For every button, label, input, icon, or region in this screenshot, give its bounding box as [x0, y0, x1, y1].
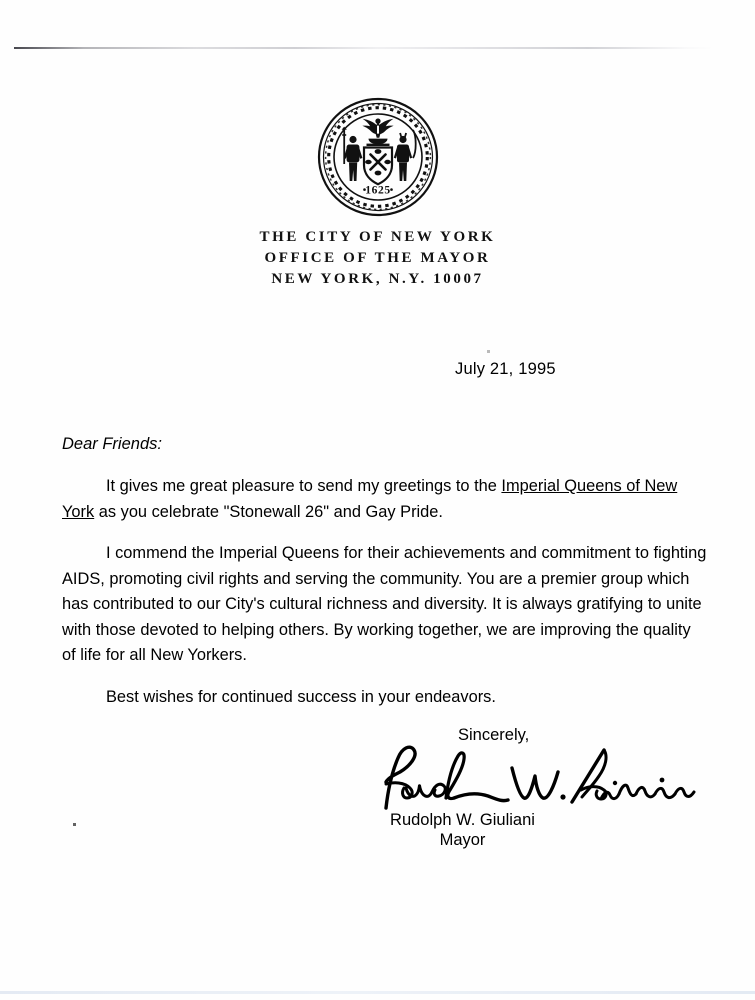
scan-edge-top	[14, 47, 714, 49]
svg-text:1625: 1625	[364, 184, 391, 197]
closing: Sincerely,	[458, 726, 530, 744]
city-seal-icon	[314, 96, 442, 218]
letterhead-city: THE CITY OF NEW YORK	[259, 229, 496, 245]
letterhead-address: NEW YORK, N.Y. 10007	[271, 271, 484, 287]
letterhead-lines	[0, 227, 755, 290]
letter-date: July 21, 1995	[455, 360, 556, 378]
paragraph-1-tail: as you celebrate "Stonewall 26" and Gay Pride.	[94, 502, 443, 521]
paragraph-1-lead: It gives me great pleasure to send my greetings to the	[106, 477, 502, 495]
paragraph-3: Best wishes for continued success in your endeavors.	[106, 687, 496, 706]
letterhead	[0, 96, 755, 290]
letterhead-office: OFFICE OF THE MAYOR	[264, 250, 491, 266]
scan-edge-bottom	[0, 991, 755, 994]
paragraph-2: I commend the Imperial Queens for their achievements and commitment to fighting AIDS, promoting civil rights and serving the community. You are a premier group which has contributed to our City's cultural richness and diversity. It is always gratifying to unite with those devoted to helping others. By working together, we are improving the quality of life for all New Yorkers.	[62, 544, 707, 664]
letter-body	[62, 474, 707, 710]
organization-name: Imperial Queens of New York	[62, 477, 678, 521]
salutation: Dear Friends:	[62, 435, 162, 453]
signer-title: Mayor	[439, 831, 486, 849]
paragraph-1	[62, 474, 707, 525]
signer-name: Rudolph W. Giuliani	[390, 811, 535, 829]
paper-speck	[487, 350, 490, 353]
signature-icon	[372, 742, 702, 814]
